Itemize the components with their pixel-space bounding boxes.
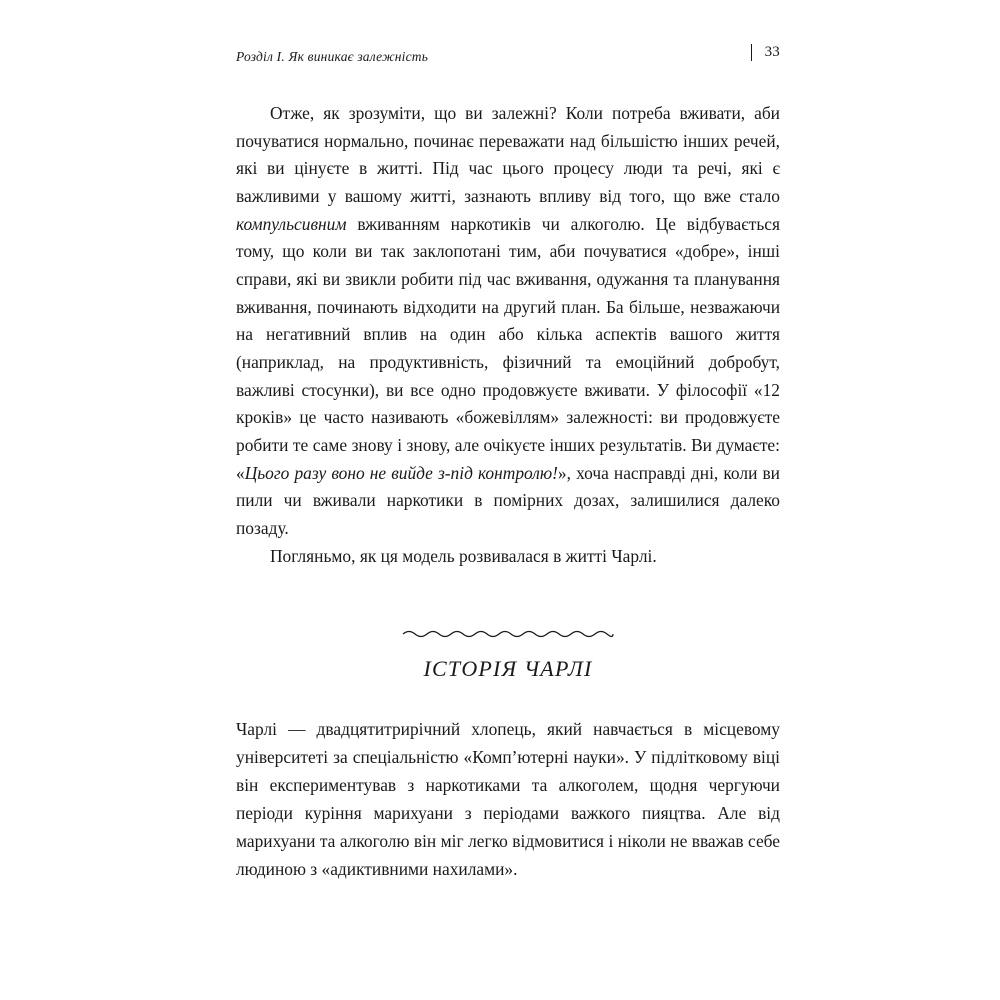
chapter-label: Розділ І. Як виникає залежність	[236, 49, 429, 64]
section-title: ІСТОРІЯ ЧАРЛІ	[423, 656, 593, 682]
page-content	[236, 44, 780, 883]
paragraph: Чарлі — двадцятитрирічний хлопець, який навчається в місцевому університеті за спеціальністю «Комп’ютерні науки». У підлітковому віці він експериментував з наркотиками та алкоголем, щодня чергуючи періоди куріння марихуани з періодами важкого пияцтва. Але від марихуани та алкоголю він міг легко відмовитися і ніколи не вважав себе людиною з «адиктивними нахилами».	[236, 719, 780, 879]
emphasis-text: компульсивним	[236, 213, 347, 234]
folio-divider	[751, 44, 752, 61]
paragraph: Погляньмо, як ця модель розвивалася в житті Чарлі.	[270, 545, 657, 566]
page-number: 33	[764, 44, 780, 60]
folio-group	[751, 44, 780, 61]
wavy-rule-ornament	[236, 624, 780, 642]
section-body	[236, 716, 780, 883]
running-head	[236, 44, 780, 66]
paragraph: Отже, як зрозуміти, що ви залежні? Коли потреба вживати, аби почуватися нормально, починає переважати над більшістю інших речей, які ви цінуєте в житті. Під час цього процесу люди та речі, які є важливими у вашому житті, зазнають впливу від того, що вже стало компульсивним вживанням наркотиків чи алкоголю. Це відбувається тому, що коли ви так заклопотані тим, аби почуватися «добре», інші справи, які ви звикли робити під час вживання, одужання та планування вживання, починають відходити на другий план. Ба більше, незважаючи на негативний вплив на один або кілька аспектів вашого життя (наприклад, на продуктивність, фізичний та емоційний добробут, важливі стосунки), ви все одно продовжуєте вживати. У філософії «12 кроків» це часто називають «божевіллям» залежності: ви продовжуєте робити те саме знову і знову, але очікуєте інших результатів. Ви думаєте: «Цього разу воно не вийде з-під контролю!», хоча насправді дні, коли ви пили чи вживали наркотики в помірних дозах, залишилися далеко позаду.	[236, 103, 780, 539]
body-text	[236, 100, 780, 570]
emphasis-text: Цього разу воно не вийде з-під контролю!	[244, 462, 558, 483]
